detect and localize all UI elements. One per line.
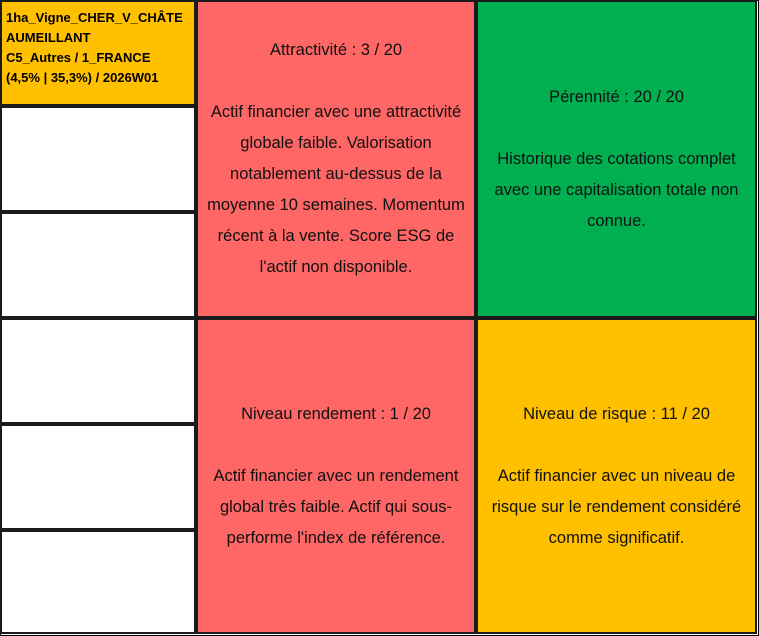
risque-text: Actif financier avec un niveau de risque sur le rendement considéré comme significatif. (491, 466, 742, 547)
perennite-panel (476, 0, 757, 318)
asset-category: C5_Autres / 1_FRANCE (6, 50, 151, 65)
attractivite-heading: Attractivité : 3 / 20 (269, 41, 403, 59)
asset-name-line2: AUMEILLANT (6, 30, 91, 45)
attractivite-text: Actif financier avec une attractivité globale faible. Valorisation notablement au-dessus de la moyenne 10 semaines. Momentum récent à la vente. Score ESG de l'actif non disponible. (207, 103, 465, 276)
perennite-heading: Pérennité : 20 / 20 (549, 87, 684, 106)
attractivite-panel (196, 0, 476, 318)
asset-name-line1: 1ha_Vigne_CHER_V_CHÂTE (6, 10, 183, 25)
rendement-text: Actif financier avec un rendement global très faible. Actif qui sous-performe l'index de référence. (213, 466, 459, 547)
rendement-heading: Niveau rendement : 1 / 20 (241, 404, 431, 423)
asset-stats: (4,5% | 35,3%) / 2026W01 (6, 70, 159, 85)
blank-cell-4 (0, 424, 196, 530)
risque-panel (476, 318, 757, 634)
rendement-panel (196, 318, 476, 634)
blank-cell-2 (0, 212, 196, 318)
blank-cell-3 (0, 318, 196, 424)
asset-title-cell (0, 0, 196, 106)
blank-cell-1 (0, 106, 196, 212)
blank-cell-5 (0, 530, 196, 634)
risque-heading: Niveau de risque : 11 / 20 (523, 404, 710, 423)
perennite-text: Historique des cotations complet avec une capitalisation totale non connue. (494, 149, 739, 230)
